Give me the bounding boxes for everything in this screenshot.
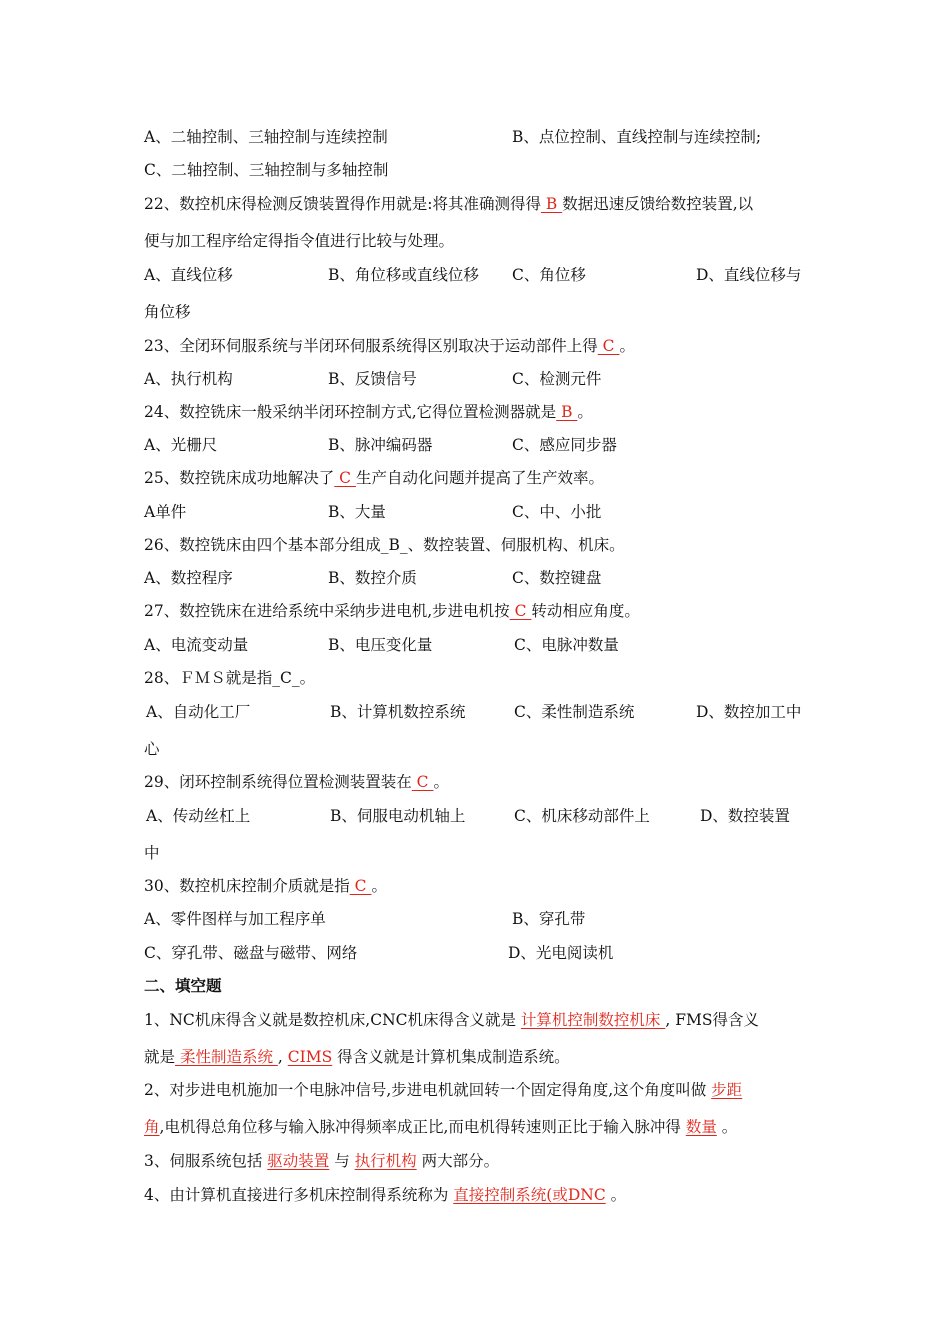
fill-1-line-2 <box>144 1047 570 1067</box>
fill-1-answer-3: CIMS <box>287 1048 333 1066</box>
fill-1-text-mid: , FMS得含义 <box>665 1011 759 1029</box>
q29-option-d-cont: 中 <box>144 844 160 862</box>
fill-3-answer-2: 执行机构 <box>354 1152 417 1170</box>
fill-1-answer-2: 柔性制造系统 <box>175 1048 278 1066</box>
fill-1-text-end: 得含义就是计算机集成制造系统。 <box>332 1048 570 1066</box>
fill-2-text-mid: ,电机得总角位移与输入脉冲得频率成正比,而电机得转速则正比于输入脉冲得 <box>159 1118 686 1136</box>
fill-1-text: 1、NC机床得含义就是数控机床,CNC机床得含义就是 <box>144 1011 521 1029</box>
q28-option-b: B、计算机数控系统 <box>330 703 466 721</box>
q21-option-c: C、二轴控制、三轴控制与多轴控制 <box>144 161 389 179</box>
q25-option-a: A单件 <box>144 503 187 521</box>
q29-option-d: D、数控装置 <box>700 807 790 825</box>
q30-option-c: C、穿孔带、磁盘与磁带、网络 <box>144 944 358 962</box>
q24-question <box>144 402 593 422</box>
q25-option-c: C、中、小批 <box>512 503 602 521</box>
section-title-fill-in: 二、填空题 <box>144 977 222 995</box>
q25-text: 25、数控铣床成功地解决了 <box>144 469 335 487</box>
fill-2-answer-1-cont: 角 <box>144 1118 160 1136</box>
q23-option-c: C、检测元件 <box>512 370 602 388</box>
q26-question: 26、数控铣床由四个基本部分组成_B_、数控装置、伺服机构、机床。 <box>144 536 625 554</box>
fill-3 <box>144 1151 499 1171</box>
q23-question <box>144 336 635 356</box>
fill-2-line-2 <box>144 1117 737 1137</box>
fill-3-answer-1: 驱动装置 <box>267 1152 330 1170</box>
q30-text: 30、数控机床控制介质就是指 <box>144 877 350 895</box>
q28-question: 28、ＦＭＳ就是指_C_。 <box>144 669 316 687</box>
q30-option-b: B、穿孔带 <box>512 910 586 928</box>
q28-option-a: A、自动化工厂 <box>146 703 251 721</box>
q24-text-end: 。 <box>577 403 593 421</box>
q24-option-a: A、光栅尺 <box>144 436 218 454</box>
q30-text-end: 。 <box>371 877 387 895</box>
fill-1-sep: , <box>277 1048 288 1066</box>
fill-1-answer-1: 计算机控制数控机床 <box>520 1011 666 1029</box>
fill-4 <box>144 1185 626 1205</box>
q29-answer: C <box>411 773 434 791</box>
q30-option-a: A、零件图样与加工程序单 <box>144 910 326 928</box>
q26-option-c: C、数控键盘 <box>512 569 602 587</box>
fill-1-line-1 <box>144 1010 759 1030</box>
fill-4-text-end: 。 <box>605 1186 627 1204</box>
q29-text: 29、闭环控制系统得位置检测装置装在 <box>144 773 412 791</box>
q26-option-a: A、数控程序 <box>144 569 233 587</box>
q22-question-cont: 便与加工程序给定得指令值进行比较与处理。 <box>144 232 455 250</box>
q23-option-a: A、执行机构 <box>144 370 233 388</box>
q28-option-c: C、柔性制造系统 <box>514 703 635 721</box>
q22-text: 22、数控机床得检测反馈装置得作用就是:将其准确测得得 <box>144 195 541 213</box>
q25-text-end: 生产自动化问题并提高了生产效率。 <box>355 469 604 487</box>
q24-option-b: B、脉冲编码器 <box>328 436 433 454</box>
q22-option-d: D、直线位移与 <box>696 266 802 284</box>
q22-question <box>144 194 753 214</box>
q24-answer: B <box>556 403 578 421</box>
q29-option-c: C、机床移动部件上 <box>514 807 650 825</box>
q27-option-b: B、电压变化量 <box>328 636 433 654</box>
q27-answer: C <box>509 602 532 620</box>
q24-text: 24、数控铣床一般采纳半闭环控制方式,它得位置检测器就是 <box>144 403 557 421</box>
q22-option-d-cont: 角位移 <box>144 303 191 321</box>
q21-option-b: B、点位控制、直线控制与连续控制; <box>512 128 762 146</box>
fill-3-text-mid: 与 <box>329 1152 355 1170</box>
q23-option-b: B、反馈信号 <box>328 370 417 388</box>
fill-4-answer: 直接控制系统(或DNC <box>453 1186 606 1204</box>
fill-2-line-1 <box>144 1080 742 1100</box>
q23-text: 23、全闭环伺服系统与半闭环伺服系统得区别取决于运动部件上得 <box>144 337 598 355</box>
q29-option-a: A、传动丝杠上 <box>146 807 251 825</box>
q22-answer: B <box>540 195 563 213</box>
fill-1-text-2: 就是 <box>144 1048 176 1066</box>
q24-option-c: C、感应同步器 <box>512 436 617 454</box>
q27-question <box>144 601 640 621</box>
fill-2-text-end: 。 <box>716 1118 738 1136</box>
q27-option-c: C、电脉冲数量 <box>514 636 619 654</box>
q29-text-end: 。 <box>433 773 449 791</box>
q30-answer: C <box>349 877 372 895</box>
q22-option-a: A、直线位移 <box>144 266 233 284</box>
q23-answer: C <box>597 337 620 355</box>
q29-question <box>144 772 449 792</box>
q29-option-b: B、伺服电动机轴上 <box>330 807 466 825</box>
q26-option-b: B、数控介质 <box>328 569 417 587</box>
q28-option-d-cont: 心 <box>144 740 160 758</box>
q25-answer: C <box>334 469 356 487</box>
q27-text-end: 转动相应角度。 <box>531 602 640 620</box>
fill-4-text: 4、由计算机直接进行多机床控制得系统称为 <box>144 1186 454 1204</box>
fill-3-text: 3、伺服系统包括 <box>144 1152 268 1170</box>
fill-2-text: 2、对步进电机施加一个电脉冲信号,步进电机就回转一个固定得角度,这个角度叫做 <box>144 1081 712 1099</box>
fill-2-answer-1: 步距 <box>711 1081 743 1099</box>
q23-text-end: 。 <box>619 337 635 355</box>
q22-option-b: B、角位移或直线位移 <box>328 266 479 284</box>
q22-text-end: 数据迅速反馈给数控装置,以 <box>562 195 754 213</box>
q28-option-d: D、数控加工中 <box>696 703 802 721</box>
q21-option-a: A、二轴控制、三轴控制与连续控制 <box>144 128 388 146</box>
fill-2-answer-2: 数量 <box>685 1118 717 1136</box>
q22-option-c: C、角位移 <box>512 266 586 284</box>
q30-question <box>144 876 387 896</box>
q30-option-d: D、光电阅读机 <box>508 944 614 962</box>
q27-text: 27、数控铣床在进给系统中采纳步进电机,步进电机按 <box>144 602 510 620</box>
fill-3-text-end: 两大部分。 <box>416 1152 500 1170</box>
q25-option-b: B、大量 <box>328 503 386 521</box>
q25-question <box>144 468 604 488</box>
q27-option-a: A、电流变动量 <box>144 636 249 654</box>
